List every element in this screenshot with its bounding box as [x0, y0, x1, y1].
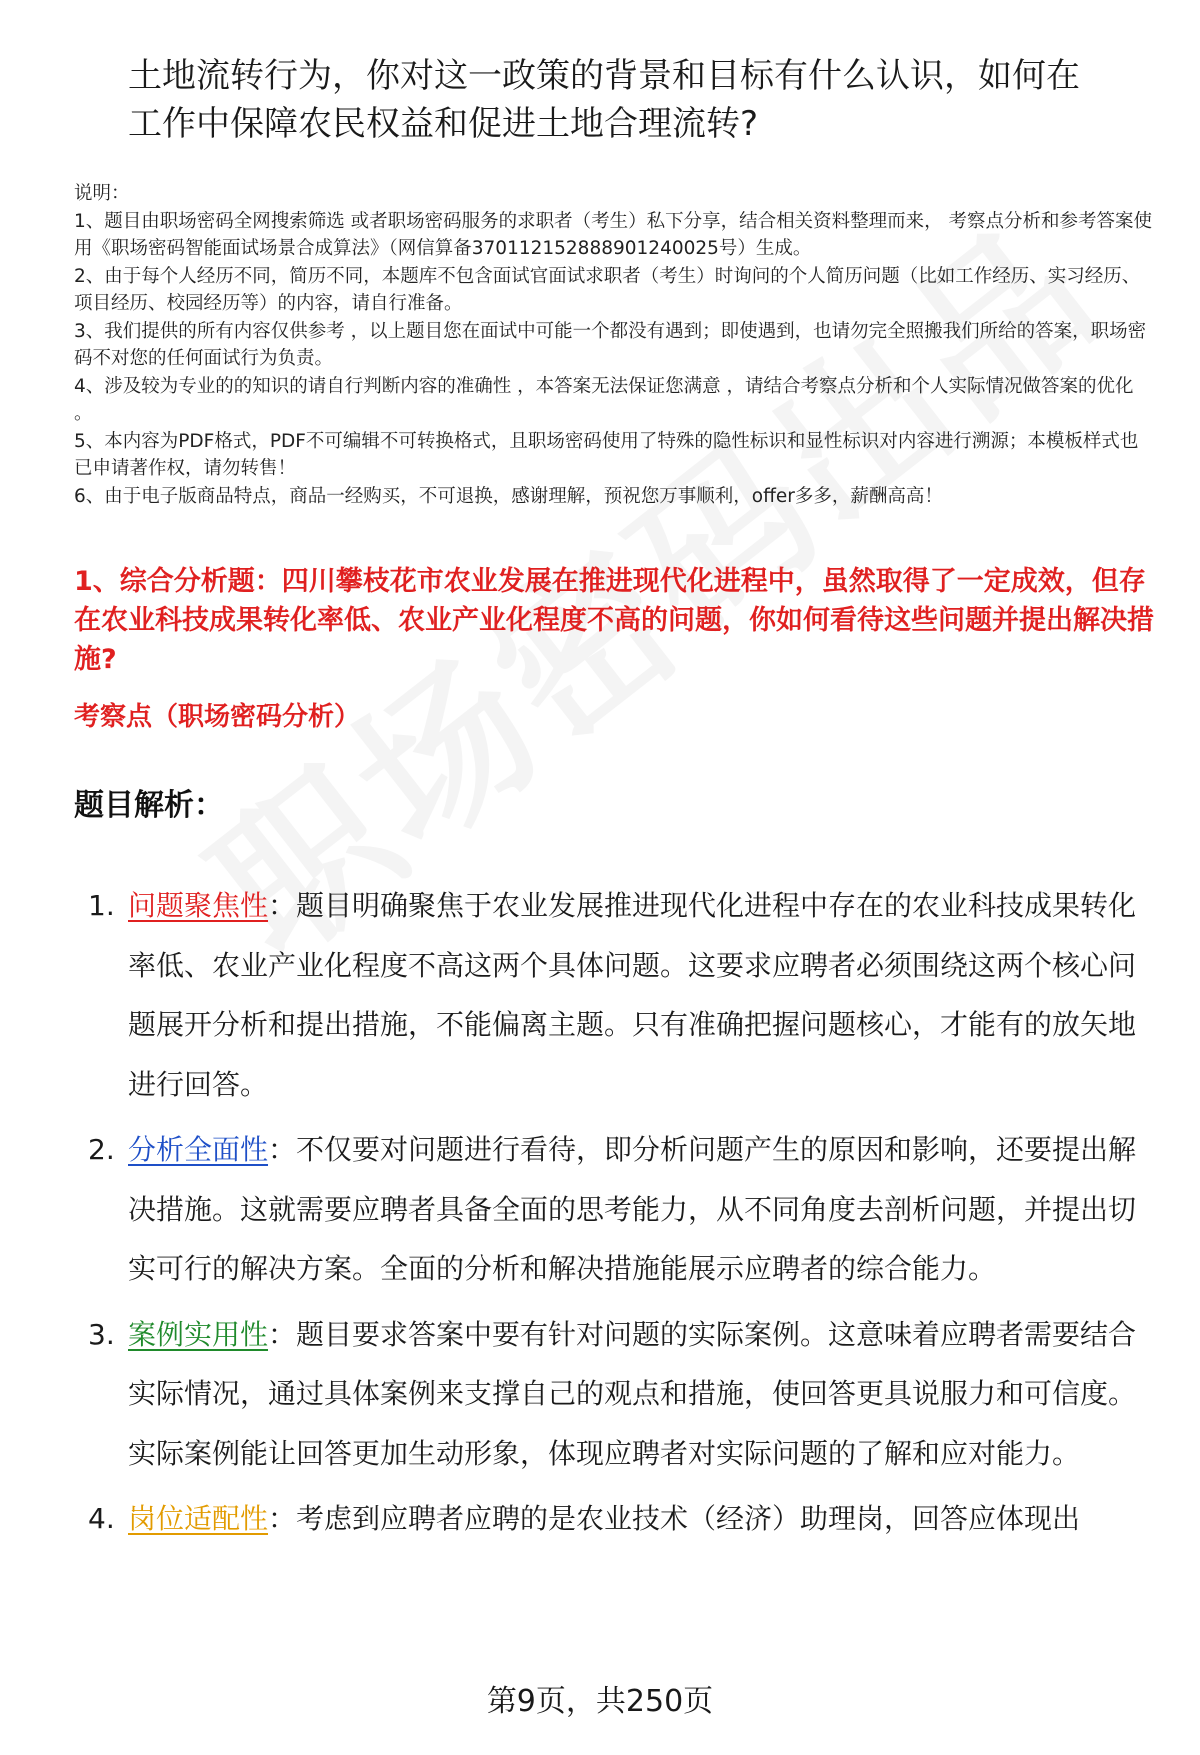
note-item-3: 3、我们提供的所有内容仅供参考 ，以上题目您在面试中可能一个都没有遇到；即使遇到，也请勿完全照搬我们所给的答案，职场密码不对您的任何面试行为负责。 — [74, 320, 1147, 369]
point-text: ：考虑到应聘者应聘的是农业技术（经济）助理岗，回答应体现出 — [268, 1502, 1081, 1535]
point-keyword: 岗位适配性 — [128, 1502, 269, 1535]
point-keyword: 问题聚焦性 — [128, 889, 269, 922]
point-text: ：题目要求答案中要有针对问题的实际案例。这意味着应聘者需要结合实际情况，通过具体案例来支撑自己的观点和措施，使回答更具说服力和可信度。实际案例能让回答更加生动形象，体现应聘者对实际问题的了解和应对能力。 — [128, 1317, 1137, 1470]
notes-heading: 说明： — [74, 183, 130, 204]
note-item-1: 1、题目由职场密码全网搜索筛选 或者职场密码服务的求职者（考生）私下分享，结合相关资料整理而来， 考察点分析和参考答案使用《职场密码智能面试场景合成算法》（网信算备370112152888901240025号）生成。 — [74, 210, 1153, 259]
point-text: ：题目明确聚焦于农业发展推进现代化进程中存在的农业科技成果转化率低、农业产业化程度不高这两个具体问题。这要求应聘者必须围绕这两个核心问题展开分析和提出措施，不能偏离主题。只有准确把握问题核心，才能有的放矢地进行回答。 — [128, 889, 1137, 1101]
analysis-point-3 — [74, 1305, 1154, 1484]
note-item-2: 2、由于每个人经历不同，简历不同，本题库不包含面试官面试求职者（考生）时询问的个人简历问题（比如工作经历、实习经历、项目经历、校园经历等）的内容，请自行准备。 — [74, 265, 1141, 314]
point-number: 3. — [88, 1317, 115, 1351]
notes-block — [74, 180, 1154, 510]
point-text: ：不仅要对问题进行看待，即分析问题产生的原因和影响，还要提出解决措施。这就需要应聘者具备全面的思考能力，从不同角度去剖析问题，并提出切实可行的解决方案。全面的分析和解决措施能展示应聘者的综合能力。 — [128, 1133, 1137, 1285]
point-number: 1. — [88, 889, 115, 922]
section-title: 题目解析： — [74, 788, 224, 823]
point-keyword: 案例实用性 — [128, 1317, 269, 1351]
note-item-4: 4、涉及较为专业的的知识的请自行判断内容的准确性 ，本答案无法保证您满意 ，请结合考察点分析和个人实际情况做答案的优化 。 — [74, 375, 1134, 424]
analysis-list — [74, 876, 1154, 1555]
note-item-6: 6、由于电子版商品特点，商品一经购买，不可退换，感谢理解，预祝您万事顺利，offer多多，薪酬高高！ — [74, 485, 943, 507]
analysis-point-4 — [74, 1489, 1154, 1549]
point-number: 2. — [88, 1133, 115, 1166]
point-number: 4. — [88, 1502, 115, 1535]
question-title: 1、综合分析题：四川攀枝花市农业发展在推进现代化进程中，虽然取得了一定成效，但存在农业科技成果转化率低、农业产业化程度不高的问题，你如何看待这些问题并提出解决措施? — [74, 566, 1154, 675]
note-item-5: 5、本内容为PDF格式，PDF不可编辑不可转换格式，且职场密码使用了特殊的隐性标识和显性标识对内容进行溯源；本模板样式也已申请著作权，请勿转售！ — [74, 430, 1139, 479]
previous-question-line-2: 工作中保障农民权益和促进土地合理流转? — [128, 104, 759, 144]
page-number: 第9页，共250页 — [486, 1684, 714, 1719]
previous-question-line-1: 土地流转行为，你对这一政策的背景和目标有什么认识，如何在 — [128, 56, 1080, 96]
previous-question-text — [128, 52, 1138, 148]
analysis-point-2 — [74, 1120, 1154, 1299]
point-keyword: 分析全面性 — [128, 1133, 269, 1166]
analysis-point-1 — [74, 876, 1154, 1114]
kaocha-label: 考察点（职场密码分析） — [74, 702, 361, 732]
